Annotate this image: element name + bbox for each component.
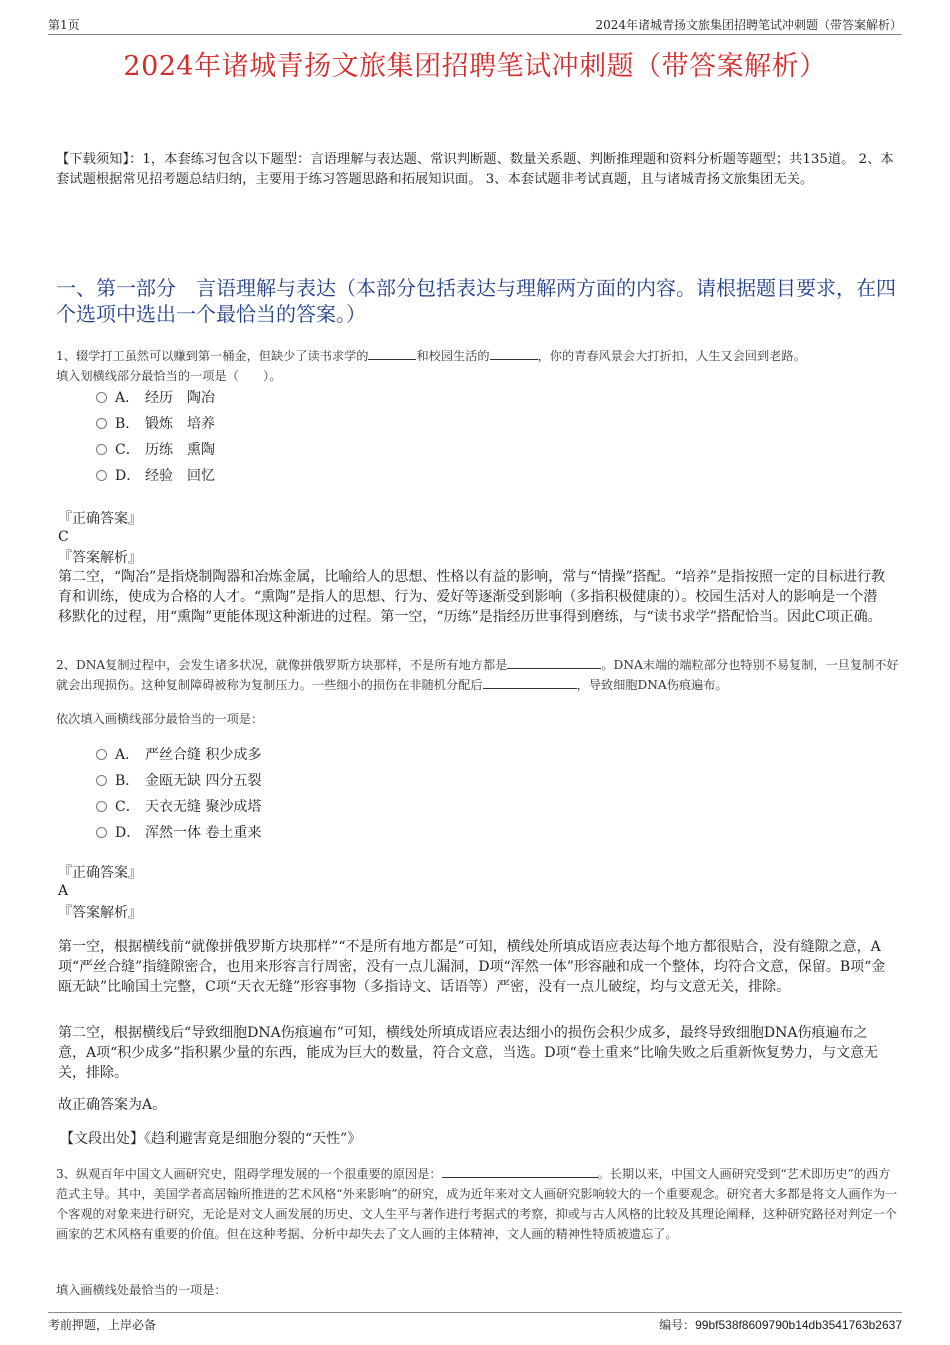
radio-button-icon[interactable] [96,392,107,403]
q2-option-a[interactable] [96,742,496,768]
q2-analysis-p2: 第二空，根据横线后“导致细胞DNA伤痕遍布”可知，横线处所填成语应表达细小的损伤会积少成多，最终导致细胞DNA伤痕遍布之意，A项“积少成多”指积累少量的东西，能成为巨大的数量，符合文意，当选。D项“卷土重来”比喻失败之后重新恢复势力，与文意无关，排除。 [58,1025,878,1081]
radio-button-icon[interactable] [96,418,107,429]
radio-button-icon[interactable] [96,470,107,481]
option-letter: D． [115,825,141,841]
q1-stem-part: 和校园生活的 [416,349,490,363]
q2-source: 【文段出处】《趋利避害竟是细胞分裂的“天性”》 [60,1131,362,1147]
q1-answer: C [58,529,69,545]
q2-correct-label: 『正确答案』 [58,865,142,881]
question-1-stem [56,346,900,386]
page-footer [48,1312,902,1335]
option-letter: A． [115,390,140,406]
question-2-options [96,742,496,846]
option-letter: C． [115,442,140,458]
radio-button-icon[interactable] [96,801,107,812]
page-number: 第1页 [48,18,80,32]
option-letter: A． [115,747,140,763]
q2-analysis-label: 『答案解析』 [58,905,142,921]
question-1-options [96,385,496,489]
option-letter: B． [115,773,140,789]
q1-blank-1 [368,347,416,360]
option-text: 金瓯无缺 四分五裂 [145,773,262,789]
q2-answer: A [58,883,69,899]
footer-slogan: 考前押题，上岸必备 [48,1318,157,1332]
q2-prompt: 依次填入画横线部分最恰当的一项是： [56,712,264,726]
option-text: 经历 陶冶 [145,390,215,406]
q1-option-d[interactable] [96,463,496,489]
option-text: 经验 回忆 [145,468,215,484]
download-notice: 【下载须知】：1，本套练习包含以下题型：言语理解与表达题、常识判断题、数量关系题、判断推理题和资料分析题等题型；共135道。 2、本套试题根据常见招考题总结归纳，主要用于练习答题思路和拓展知识面。 3、本套试题非考试真题，且与诸城青扬文旅集团无关。 [56,152,894,187]
header-doc-title: 2024年诸城青扬文旅集团招聘笔试冲刺题（带答案解析） [595,18,902,32]
q1-analysis: 第二空，“陶冶”是指烧制陶器和冶炼金属，比喻给人的思想、性格以有益的影响，常与“情操”搭配。“培养”是指按照一定的目标进行教育和训练，使成为合格的人才。“熏陶”是指人的思想、行为、爱好等逐渐受到影响（多指积极健康的）。校园生活对人的影响是一个潜移默化的过程，用“熏陶”更能体现这种渐进的过程。第一空，“历练”是指经历世事得到磨练，与“读书求学”搭配恰当。因此C项正确。 [58,569,885,625]
q1-option-b[interactable] [96,411,496,437]
option-text: 天衣无缝 聚沙成塔 [145,799,262,815]
q1-analysis-label: 『答案解析』 [58,550,142,566]
q1-correct-label: 『正确答案』 [58,511,142,527]
option-letter: B． [115,416,140,432]
option-letter: D． [115,468,141,484]
q2-option-c[interactable] [96,794,496,820]
footer-code [659,1316,902,1333]
option-text: 锻炼 培养 [145,416,215,432]
radio-button-icon[interactable] [96,444,107,455]
option-letter: C． [115,799,140,815]
q3-prompt: 填入画横线处最恰当的一项是： [56,1283,227,1297]
code-label: 编号： [659,1318,696,1332]
option-text: 历练 熏陶 [145,442,215,458]
q2-option-d[interactable] [96,820,496,846]
option-text: 严丝合缝 积少成多 [145,747,262,763]
q1-stem-part: 1、辍学打工虽然可以赚到第一桶金，但缺少了读书求学的 [56,349,369,363]
q1-stem-part: ，你的青春风景会大打折扣，人生又会回到老路。 [537,349,806,363]
q3-stem-part: 3、纵观百年中国文人画研究史，阻碍学理发展的一个很重要的原因是： [56,1167,442,1181]
q2-stem-part: 2、DNA复制过程中，会发生诸多状况，就像拼俄罗斯方块那样，不是所有地方都是 [56,658,508,672]
q1-blank-2 [490,347,538,360]
page-header [48,14,902,35]
question-2-stem [56,655,900,695]
q2-analysis-p1: 第一空，根据横线前“就像拼俄罗斯方块那样”“不是所有地方都是”可知，横线处所填成语应表达每个地方都很贴合，没有缝隙之意，A项“严丝合缝”指缝隙密合，也用来形容言行周密，没有一点儿漏洞，D项“浑然一体”形容融和成一个整体，均符合文意，保留。B项“金瓯无缺”比喻国土完整，C项“天衣无缝”形容事物（多指诗文、话语等）严密，没有一点儿破绽，均与文意无关，排除。 [58,939,886,995]
q3-stem-part: 。长期以来，中国文人画研究受到“艺术即历史”的西方范式主导。其中，美国学者高居翰所推进的艺术风格“外来影响”的研究，成为近年来对文人画研究影响较大的一个重要观念。研究者大多都是将文人画作为一个客观的对象来进行研究，无论是对文人画发展的历史、文人生平与著作进行考据式的考察，抑或与古人风格的比较及其理论阐释，这种研究路径对判定一个画家的艺术风格有重要的价值。但在这种考据、分析中却失去了文人画的主体精神，文人画的精神性特质被遗忘了。 [56,1167,898,1241]
q1-prompt: 填入划横线部分最恰当的一项是（ ）。 [56,369,282,383]
q2-blank-2 [483,676,577,689]
page-title: 2024年诸城青扬文旅集团招聘笔试冲刺题（带答案解析） [123,51,827,82]
section-heading: 一、第一部分 言语理解与表达（本部分包括表达与理解两方面的内容。请根据题目要求，在四个选项中选出一个最恰当的答案。） [56,276,896,326]
q2-blank-1 [507,656,601,669]
radio-button-icon[interactable] [96,749,107,760]
q2-option-b[interactable] [96,768,496,794]
q2-stem-part: 。DNA末端的端粒部分也特别不易复制，一旦复制不好就会出现损伤。这种复制障碍被称为复制压力。一些细小的损伤在非随机分配后 [56,658,899,692]
q2-stem-part: ，导致细胞DNA伤痕遍布。 [576,678,728,692]
radio-button-icon[interactable] [96,827,107,838]
q2-analysis-p3: 故正确答案为A。 [58,1097,167,1113]
question-3-stem [56,1164,900,1244]
radio-button-icon[interactable] [96,775,107,786]
q3-blank-1 [442,1165,598,1178]
option-text: 浑然一体 卷土重来 [145,825,262,841]
q1-option-c[interactable] [96,437,496,463]
code-value: 99bf538f8609790b14db3541763b2637 [695,1318,902,1332]
q1-option-a[interactable] [96,385,496,411]
